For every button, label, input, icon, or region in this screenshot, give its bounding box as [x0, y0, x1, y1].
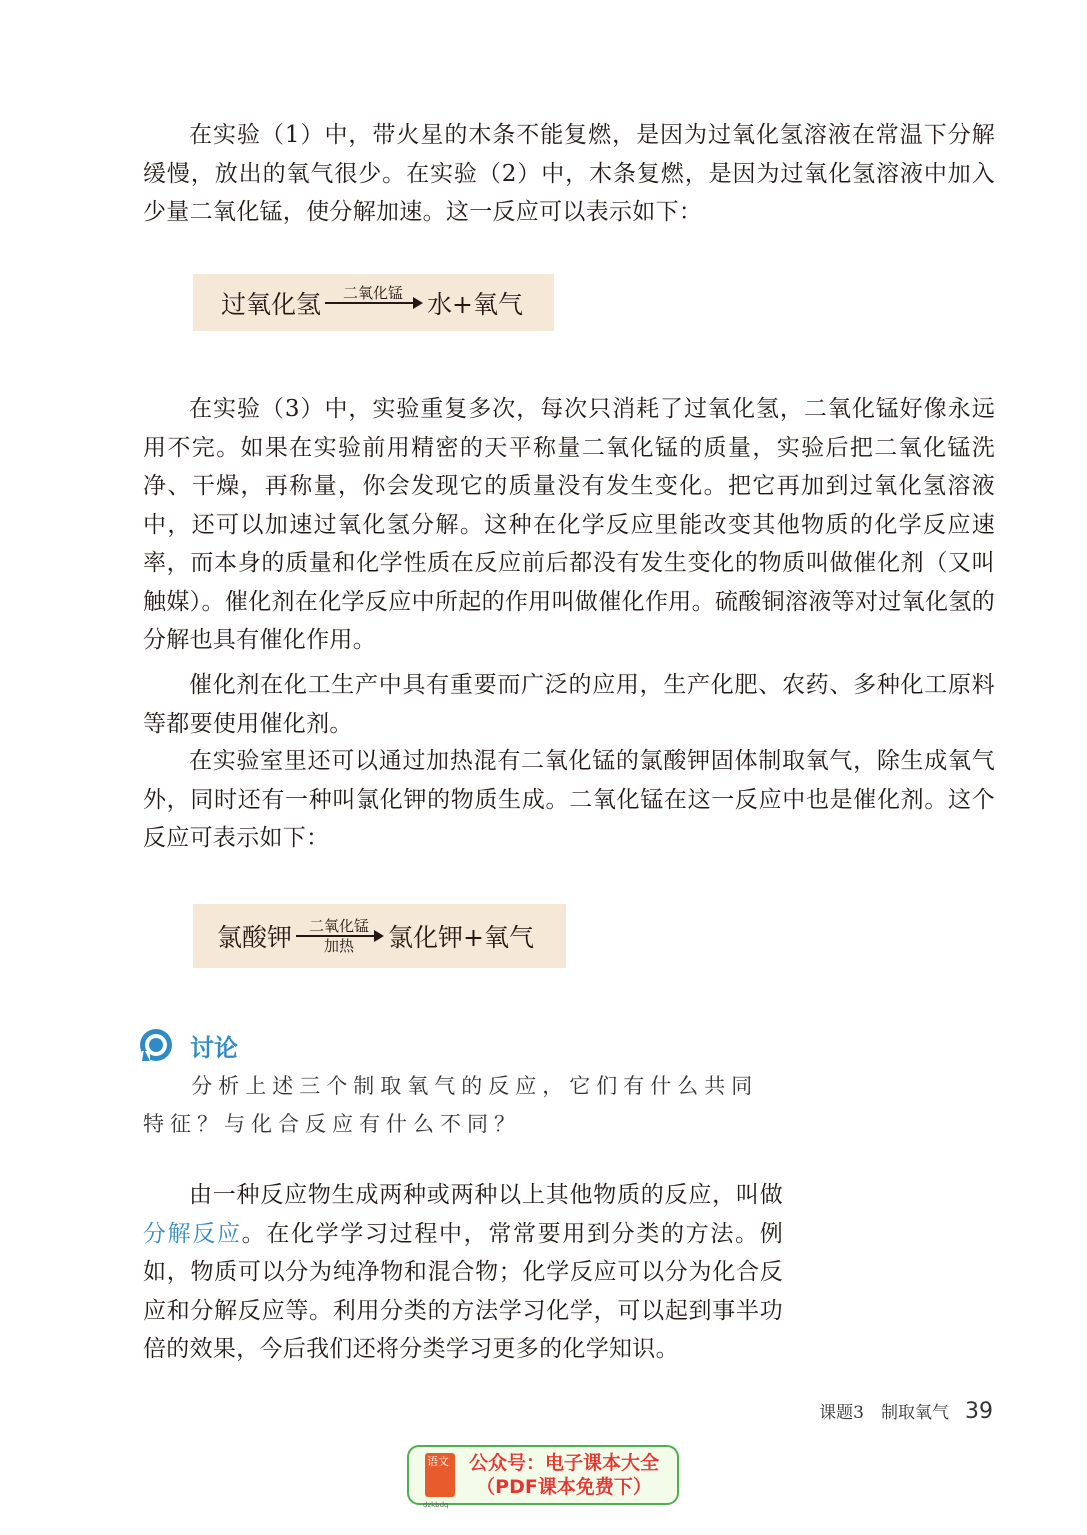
arrow-icon: [296, 935, 382, 937]
watermark-badge: [407, 1445, 679, 1509]
reaction-arrow: [296, 918, 382, 954]
watermark-text: [469, 1451, 659, 1499]
discussion-icon: [138, 1027, 174, 1063]
watermark-line2: （PDF课本免费下）: [476, 1476, 652, 1498]
arrow-condition-top: 二氧化锰: [343, 283, 404, 302]
arrow-condition-top: 二氧化锰: [309, 917, 370, 935]
watermark-icon-label: 语文: [427, 1455, 449, 1468]
equation-reactant: 氯酸钾: [217, 923, 293, 952]
page-number: 39: [965, 1399, 993, 1424]
discussion-question: 分析上述三个制取氧气的反应，它们有什么共同特征？与化合反应有什么不同？: [143, 1074, 759, 1136]
equation-reactant: 过氧化氢: [221, 289, 322, 319]
paragraph-decomposition-reaction: [143, 1176, 783, 1369]
equation-hydrogen-peroxide: [193, 274, 554, 331]
equation-products: 氯化钾+氧气: [388, 923, 534, 952]
discussion-header: [138, 1027, 238, 1063]
equation-potassium-chlorate: [193, 904, 566, 968]
equation-products: 水+氧气: [427, 289, 523, 319]
paragraph-catalyst-intro: 在实验（1）中，带火星的木条不能复燃，是因为过氧化氢溶液在常温下分解缓慢，放出的氧气很少。在实验（2）中，木条复燃，是因为过氧化氢溶液中加入少量二氧化锰，使分解加速。这一反应可以表示如下：: [143, 122, 995, 225]
paragraph-potassium-chlorate: 在实验室里还可以通过加热混有二氧化锰的氯酸钾固体制取氧气，除生成氧气外，同时还有一种叫氯化钾的物质生成。二氧化锰在这一反应中也是催化剂。这个反应可表示如下：: [143, 748, 995, 851]
page-footer: [819, 1398, 993, 1424]
watermark-icon-sub: dzkbdq: [423, 1501, 449, 1509]
discussion-title: 讨论: [190, 1033, 238, 1062]
footer-section-title: 课题3 制取氧气: [819, 1403, 949, 1423]
reaction-arrow: [325, 285, 421, 321]
term-decomposition-reaction: 分解反应: [143, 1220, 242, 1247]
paragraph-catalyst-applications: 催化剂在化工生产中具有重要而广泛的应用，生产化肥、农药、多种化工原料等都要使用催化剂。: [143, 672, 995, 737]
arrow-condition-bottom: 加热: [324, 937, 355, 955]
watermark-line1: 公众号：电子课本大全: [469, 1452, 660, 1474]
book-icon: [423, 1453, 455, 1509]
paragraph-text-before: 由一种反应物生成两种或两种以上其他物质的反应，叫做: [189, 1182, 783, 1208]
arrow-icon: [325, 302, 421, 304]
paragraph-catalyst-definition: 在实验（3）中，实验重复多次，每次只消耗了过氧化氢，二氧化锰好像永远用不完。如果在实验前用精密的天平称量二氧化锰的质量，实验后把二氧化锰洗净、干燥，再称量，你会发现它的质量没有发生变化。把它再加到过氧化氢溶液中，还可以加速过氧化氢分解。这种在化学反应里能改变其他物质的化学反应速率，而本身的质量和化学性质在反应前后都没有发生变化的物质叫做催化剂（又叫触媒）。催化剂在化学反应中所起的作用叫做催化作用。硫酸铜溶液等对过氧化氢的分解也具有催化作用。: [143, 396, 995, 653]
paragraph-text-after: 。在化学学习过程中，常常要用到分类的方法。例如，物质可以分为纯净物和混合物；化学反应可以分为化合反应和分解反应等。利用分类的方法学习化学，可以起到事半功倍的效果，今后我们还将分类学习更多的化学知识。: [143, 1220, 783, 1362]
